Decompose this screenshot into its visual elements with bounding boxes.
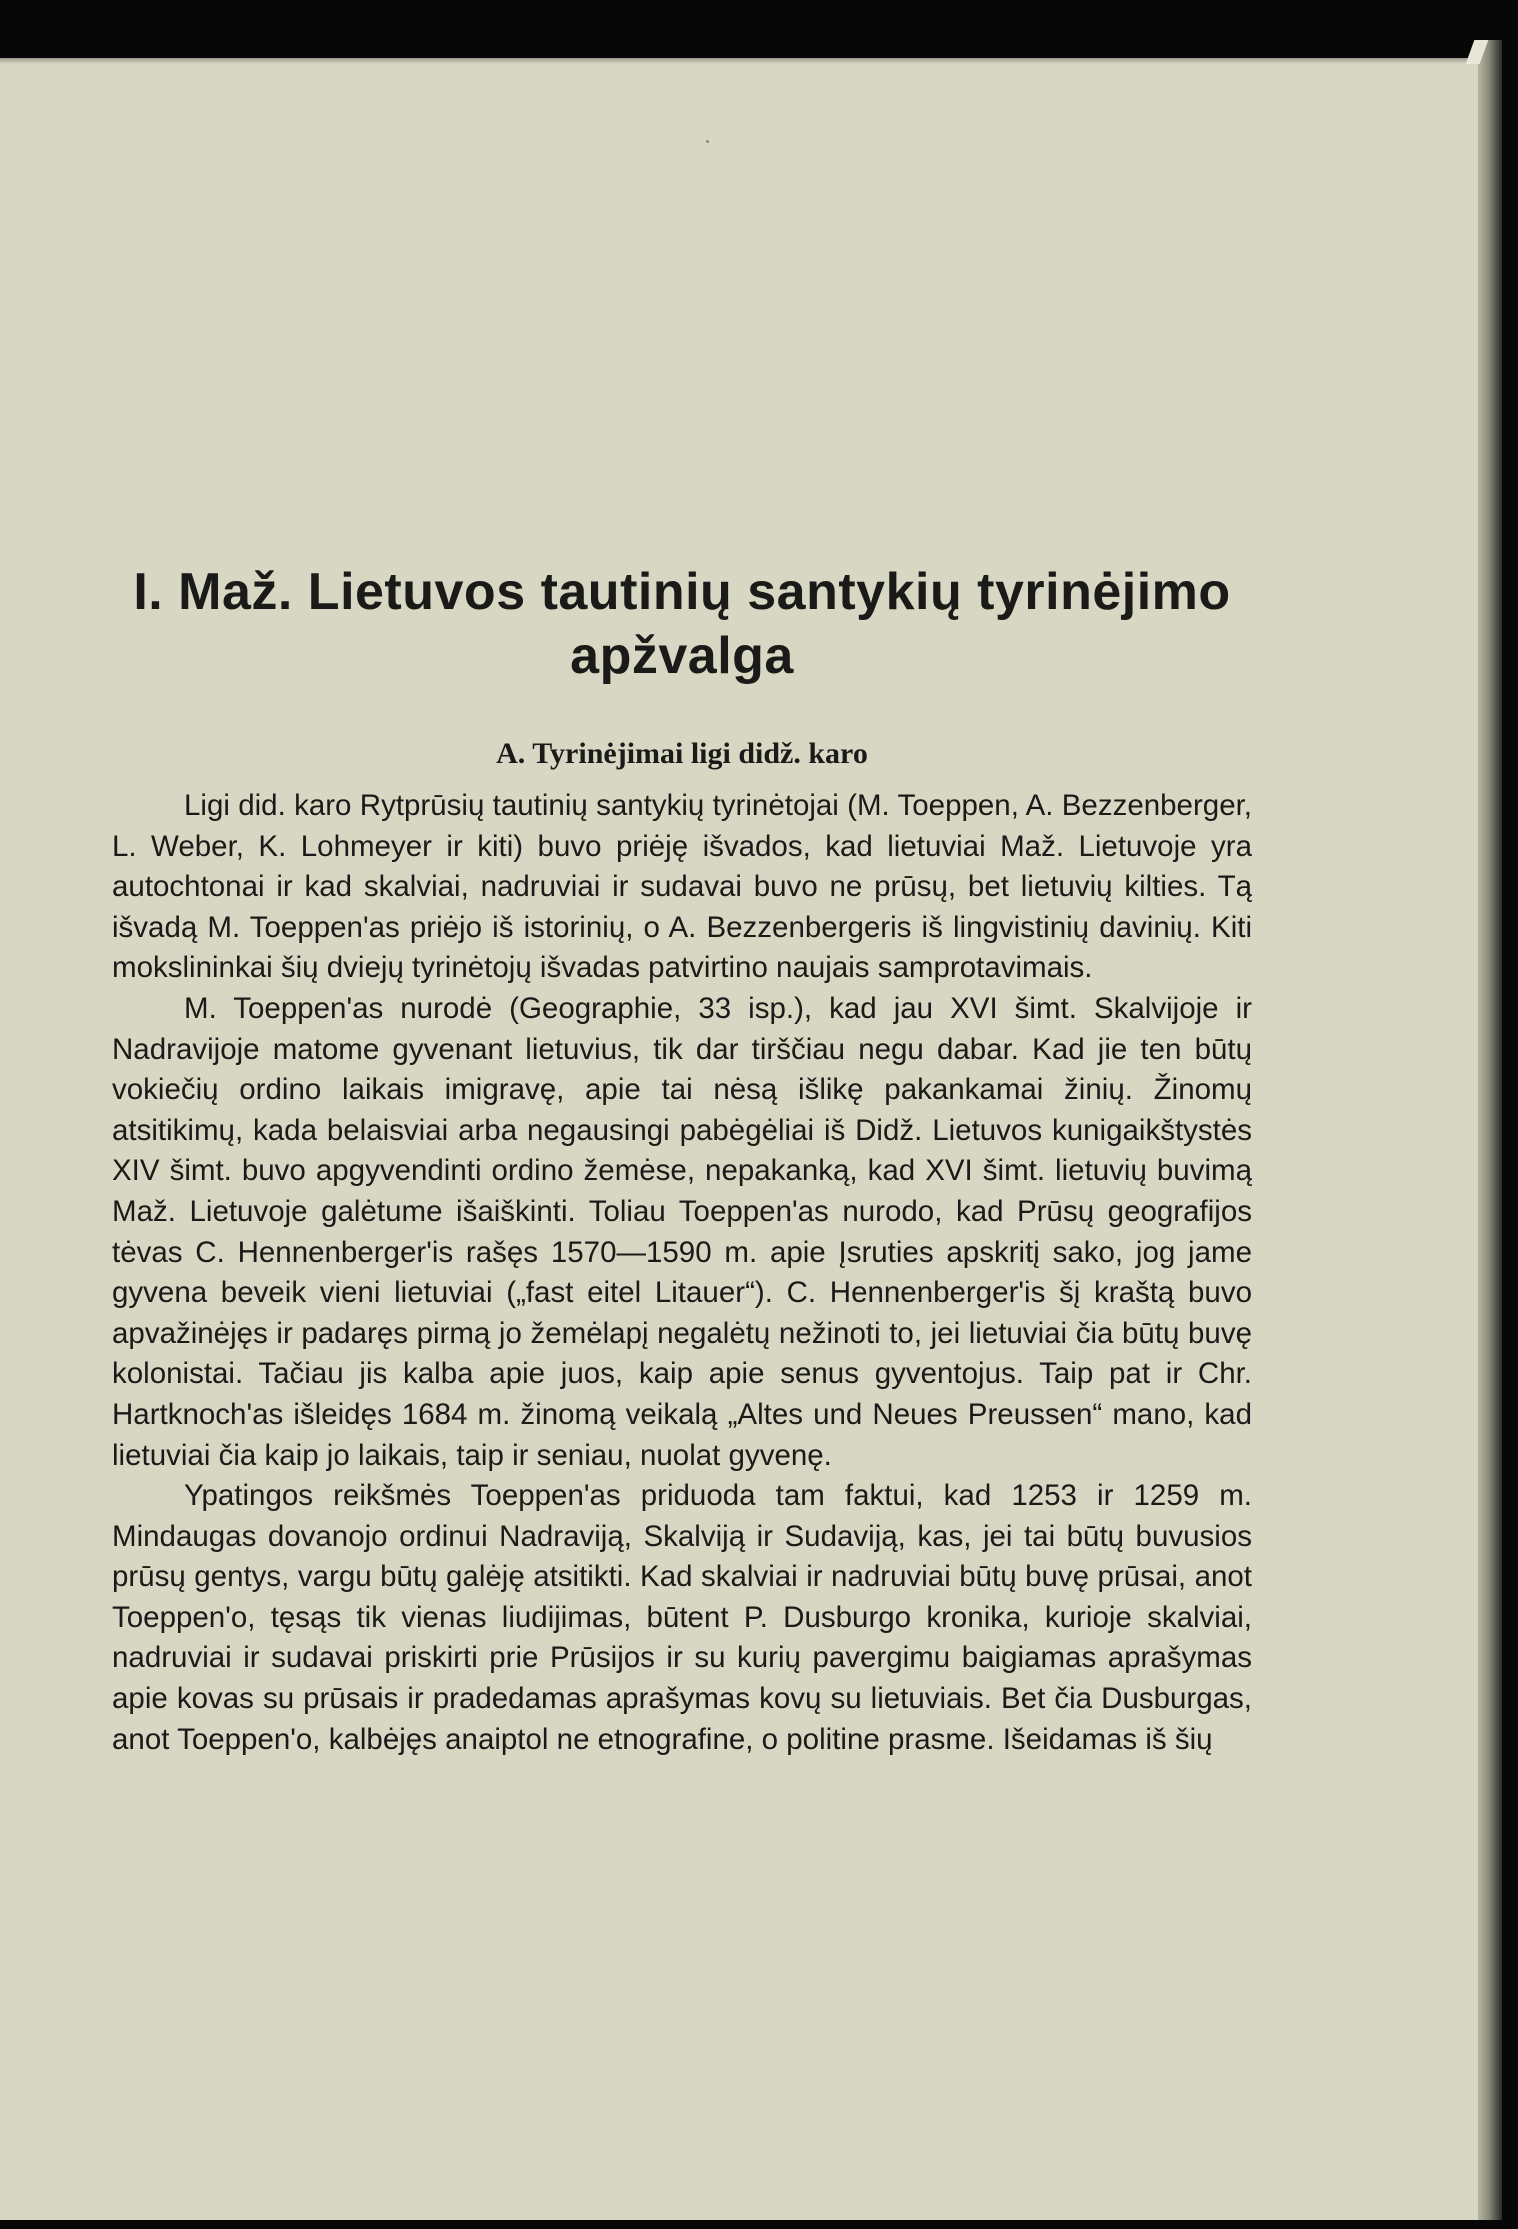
paper-speck xyxy=(706,140,709,143)
paragraph-3: Ypatingos reikšmės Toeppen'as priduoda tam faktui, kad 1253 ir 1259 m. Mindaugas dovanojo ordinui Nadraviją, Skalviją ir Sudaviją, kas, jei tai būtų buvusios prūsų gentys, vargu būtų galėję atsitikti. Kad skalviai ir nadruviai būtų buvę prūsai, anot Toeppen'o, tęsąs tik vienas liudijimas, būtent P. Dusburgo kronika, kurioje skalviai, nadruviai ir sudavai priskirti prie Prūsijos ir su kurių pavergimu baigiamas aprašymas apie kovas su prūsais ir pradedamas aprašymas kovų su lietuviais. Bet čia Dusburgas, anot Toeppen'o, kalbėjęs anaiptol ne etnografine, o politine prasme. Išeidamas iš šių xyxy=(112,1479,1252,1756)
paragraph-2: M. Toeppen'as nurodė (Geographie, 33 isp.), kad jau XVI šimt. Skalvijoje ir Nadravijoje matome gyvenant lietuvius, tik dar tirščiau negu dabar. Kad jie ten būtų vokiečių ordino laikais imigravę, apie tai nėsą išlikę pakankamai žinių. Žinomų atsitikimų, kada belaisviai arba negausingi pabėgėliai iš Didž. Lietuvos kunigaikštystės XIV šimt. buvo apgyvendinti ordino žemėse, nepakanką, kad XVI šimt. lietuvių buvimą Maž. Lietuvoje galėtume išaiškinti. Toliau Toeppen'as nurodo, kad Prūsų geografijos tėvas C. Hennenberger'is rašęs 1570—1590 m. apie Įsruties apskritį sako, jog jame gyvena beveik vieni lietuviai („fast eitel Litauer“). C. Hennenberger'is šį kraštą buvo apvažinėjęs ir padaręs pirmą jo žemėlapį negalėtų nežinoti to, jei lietuviai čia būtų buvę kolonistai. Tačiau jis kalba apie juos, kaip apie senus gyventojus. Taip pat ir Chr. Hartknoch'as išleidęs 1684 m. žinomą veikalą „Altes und Neues Preussen“ mano, kad lietuviai čia kaip jo laikais, taip ir seniau, nuolat gyvenę. xyxy=(112,991,1252,1472)
page-content xyxy=(112,560,1252,1760)
paragraph-1: Ligi did. karo Rytprūsių tautinių santykių tyrinėtojai (M. Toeppen, A. Bezzenberger, L. Weber, K. Lohmeyer ir kiti) buvo priėję išvados, kad lietuviai Maž. Lietuvoje yra autochtonai ir kad skalviai, nadruviai ir sudavai buvo ne prūsų, bet lietuvių kilties. Tą išvadą M. Toeppen'as priėjo iš istorinių, o A. Bezzenbergeris iš lingvistinių davinių. Kiti mokslininkai šių dviejų tyrinėtojų išvadas patvirtino naujais samprotavimais. xyxy=(112,789,1252,985)
page-right-edge xyxy=(1478,40,1502,2220)
section-title: A. Tyrinėjimai ligi didž. karo xyxy=(496,737,868,770)
page-top-edge xyxy=(0,58,1478,64)
chapter-title: I. Maž. Lietuvos tautinių santykių tyrinėjimo apžvalga xyxy=(133,563,1231,685)
